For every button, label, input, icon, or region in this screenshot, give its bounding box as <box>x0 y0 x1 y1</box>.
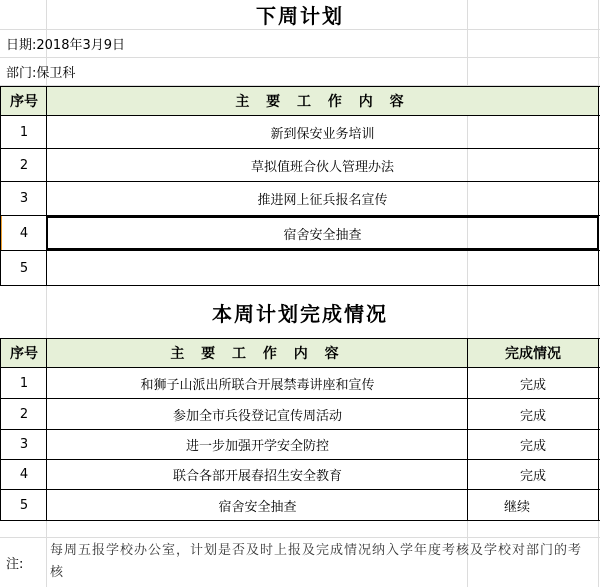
row-number: 4 <box>0 460 47 489</box>
page-title-next-week: 下周计划 <box>256 4 344 28</box>
row-status: 完成 <box>467 460 599 489</box>
row-content: 进一步加强开学安全防控 <box>46 430 468 459</box>
page-title-this-week: 本周计划完成情况 <box>212 301 388 326</box>
row-content: 和狮子山派出所联合开展禁毒讲座和宣传 <box>46 368 468 398</box>
row-number: 1 <box>0 116 47 148</box>
row-content: 草拟值班合伙人管理办法 <box>46 149 599 181</box>
row-number: 2 <box>0 399 47 429</box>
table-row[interactable] <box>0 149 600 182</box>
note-label: 注: <box>6 557 24 572</box>
row-status: 完成 <box>467 430 599 459</box>
column-header-content[interactable]: 主 要 工 作 内 容 <box>46 87 599 115</box>
table-row-selected[interactable] <box>0 216 600 251</box>
title-row-next-week[interactable] <box>0 0 600 30</box>
row-content: 新到保安业务培训 <box>46 116 599 148</box>
row-status: 完成 <box>467 368 599 398</box>
date-label <box>0 30 300 57</box>
row-number: 4 <box>0 216 47 250</box>
department-label-text: 部门: <box>6 66 37 81</box>
department-row[interactable] <box>0 58 600 86</box>
date-value: 2018年3月9日 <box>36 38 126 53</box>
row-status: 完成 <box>467 399 599 429</box>
column-header-status[interactable]: 完成情况 <box>467 339 599 367</box>
table-row[interactable] <box>0 399 600 430</box>
next-week-header-row <box>0 86 600 116</box>
date-row[interactable] <box>0 30 600 58</box>
note-row[interactable] <box>0 538 600 587</box>
table-row[interactable] <box>0 182 600 216</box>
row-number: 5 <box>0 251 47 285</box>
column-header-no[interactable]: 序号 <box>0 339 47 367</box>
row-content: 宿舍安全抽查 <box>46 490 468 520</box>
selected-cell[interactable]: 宿舍安全抽查 <box>46 216 599 250</box>
table-row[interactable] <box>0 490 600 521</box>
date-label-text: 日期: <box>6 38 37 53</box>
column-header-no[interactable]: 序号 <box>0 87 47 115</box>
this-week-header-row <box>0 338 600 368</box>
row-number: 5 <box>0 490 47 520</box>
row-number: 3 <box>0 430 47 459</box>
table-row[interactable] <box>0 430 600 460</box>
row-content: 推进网上征兵报名宣传 <box>46 182 599 215</box>
row-content: 参加全市兵役登记宣传周活动 <box>46 399 468 429</box>
row-number: 1 <box>0 368 47 398</box>
row-content: 联合各部开展春招生安全教育 <box>46 460 468 489</box>
empty-row[interactable] <box>0 521 600 538</box>
table-row[interactable] <box>0 116 600 149</box>
department-value: 保卫科 <box>36 66 76 81</box>
row-content <box>46 251 599 285</box>
title-row-this-week[interactable] <box>0 286 600 338</box>
table-row[interactable] <box>0 368 600 399</box>
department-label <box>0 58 300 85</box>
column-header-content[interactable]: 主 要 工 作 内 容 <box>46 339 468 367</box>
table-row[interactable] <box>0 251 600 286</box>
note-text: 每周五报学校办公室，计划是否及时上报及完成情况纳入学年度考核及学校对部门的考核 <box>50 543 583 580</box>
row-status: 继续 <box>467 490 599 520</box>
table-row[interactable] <box>0 460 600 490</box>
row-number: 2 <box>0 149 47 181</box>
row-number: 3 <box>0 182 47 215</box>
